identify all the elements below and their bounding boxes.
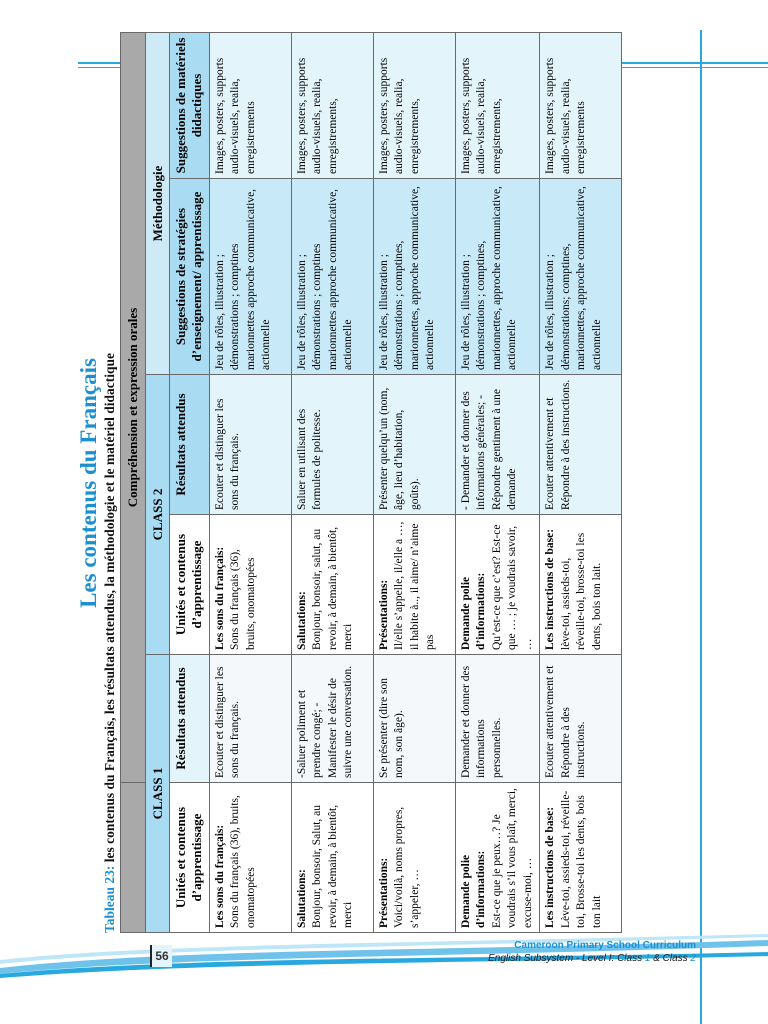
class1-unit-cell [291, 783, 373, 933]
unit-body: Il/elle s’appelle, il/elle a …, il habite à.., il aime/ n’aime pas [393, 521, 437, 650]
class2-unit-cell [291, 515, 373, 655]
materials-cell: Images, posters, supports audio-visuels, realia, enregistrements, [291, 32, 373, 178]
table-row [373, 32, 455, 932]
class2-unit-cell [209, 515, 291, 655]
class2-results-cell: Saluer en utilisant des formules de politesse. [291, 375, 373, 515]
column-header: Résultats attendus [170, 655, 210, 783]
unit-title: Les sons du français: [213, 546, 226, 650]
class1-results-cell: Demander et donner des informations personnelles. [455, 655, 540, 783]
unit-body: Sons du français (36), bruits, onomatopées [229, 549, 257, 650]
class1-results-cell: Ecouter attentivement et Répondre à des instructions. [540, 655, 622, 783]
unit-body: Voici/voilà, noms propres, s’appeler, … [393, 806, 421, 928]
table-caption [102, 33, 118, 933]
class2-unit-cell [373, 515, 455, 655]
class1-results-cell: Se présenter (dire son nom, son âge). [373, 655, 455, 783]
unit-title: Les instructions de base: [544, 528, 557, 650]
column-header: Unités et contenus d’apprentissage [170, 515, 210, 655]
unit-title: Salutations: [295, 591, 308, 650]
table-row [540, 32, 622, 932]
unit-title: Salutations: [295, 869, 308, 928]
unit-body: Sons du français (36), bruits, onomatopées [229, 795, 257, 928]
unit-body: Qu’est-ce que c’est? Est-ce que … ; je voudrais savoir, … [490, 524, 534, 650]
column-header: Suggestions de stratégies d’enseignement/ apprentissage [170, 179, 210, 375]
strategies-cell: Jeu de rôles, illustration ; démonstrations ; comptines, marionnettes, approche communicative, actionnelle [373, 179, 455, 375]
table-row [209, 32, 291, 932]
class1-results-cell: -Saluer poliment et prendre congé; -Manifester le désir de suivre une conversation. [291, 655, 373, 783]
unit-title: Demande polie d’informations: [459, 850, 488, 928]
class1-unit-cell [209, 783, 291, 933]
page-title: Les contenus du Français [76, 358, 101, 608]
rotated-page-content [76, 33, 704, 933]
strategies-cell: Jeu de rôles, illustration ; démonstrations ; comptines marionnettes approche communicative, actionnelle [291, 179, 373, 375]
strategies-cell: Jeu de rôles, illustration ; démonstrations ; comptines, marionnettes, approche communicative, actionnelle [455, 179, 540, 375]
class2-results-cell: Présenter quelqu’un (nom, âge, lieu d’habitation, goûts). [373, 375, 455, 515]
footer-prefix: English Subsystem - Level I: Class [488, 953, 645, 964]
class2-unit-cell [455, 515, 540, 655]
column-header: Unités et contenus d’apprentissage [170, 783, 210, 933]
footer-mid: & Class [650, 953, 691, 964]
materials-cell: Images, posters, supports audio-visuels, realia, enregistrements, [455, 32, 540, 178]
class2-unit-cell [540, 515, 622, 655]
footer-class1-num: 1 [644, 953, 651, 964]
curriculum-table [120, 32, 622, 933]
strategies-cell: Jeu de rôles, illustration ; démonstrations ; comptines marionnettes approche communicative, actionnelle [209, 179, 291, 375]
class2-results-cell: - Demander et donner des informations générales; - Répondre gentiment à une demande [455, 375, 540, 515]
caption-label: Tableau 23: [102, 865, 117, 933]
unit-body: Est-ce que je peux…? Je voudrais s’il vous plaît, merci, excuse-moi, … [490, 788, 534, 928]
footer-curriculum-title: Cameroon Primary School Curriculum [514, 940, 696, 951]
class2-header: CLASS 2 [145, 375, 170, 655]
unit-title: Présentations: [377, 857, 390, 928]
table-row [291, 32, 373, 932]
class2-results-cell: Ecouter et distinguer les sons du français. [209, 375, 291, 515]
methodology-header: Méthodologie [145, 32, 170, 374]
class1-header: CLASS 1 [145, 655, 170, 933]
class1-unit-cell [540, 783, 622, 933]
footer-class2-num: 2 [690, 953, 696, 964]
class2-results-cell: Ecouter attentivement et Répondre à des instructions. [540, 375, 622, 515]
column-header: Résultats attendus [170, 375, 210, 515]
unit-body: Lève-toi, assieds-toi, réveille-toi, Brosse-toi les dents, bois ton lait [559, 790, 603, 928]
page-number: 56 [150, 945, 172, 967]
class1-unit-cell [455, 783, 540, 933]
section-header: Compréhension et expression orales [121, 32, 146, 782]
unit-title: Les sons du français: [213, 824, 226, 928]
unit-title: Les instructions de base: [544, 806, 557, 928]
caption-text: les contenus du Français, les résultats attendus, la méthodologie et le matériel didactique [102, 353, 117, 866]
materials-cell: Images, posters, supports audio-visuels, realia, enregistrements, [373, 32, 455, 178]
table-row [455, 32, 540, 932]
column-header: Suggestions de matériels didactiques [170, 32, 210, 178]
unit-body: Bonjour, bonsoir, Salut, au revoir, à demain, à bientôt, merci [311, 804, 355, 928]
materials-cell: Images, posters, supports audio-visuels, realia, enregistrements [209, 32, 291, 178]
class1-results-cell: Ecouter et distinguer les sons du français. [209, 655, 291, 783]
unit-title: Demande polie d’informations: [459, 572, 488, 650]
unit-body: lève-toi, assieds-toi, réveille-toi, brosse-toi les dents, bois ton lait. [559, 532, 603, 650]
materials-cell: Images, posters, supports audio-visuels, realia, enregistrements [540, 32, 622, 178]
strategies-cell: Jeu de rôles, illustration ; démonstrations; comptines, marionnettes, approche communicative, actionnelle [540, 179, 622, 375]
unit-body: Bonjour, bonsoir, salut, au revoir, à demain, à bientôt, merci [311, 526, 355, 650]
footer-subsystem-line [488, 953, 696, 964]
unit-title: Présentations: [377, 579, 390, 650]
class1-unit-cell [373, 783, 455, 933]
